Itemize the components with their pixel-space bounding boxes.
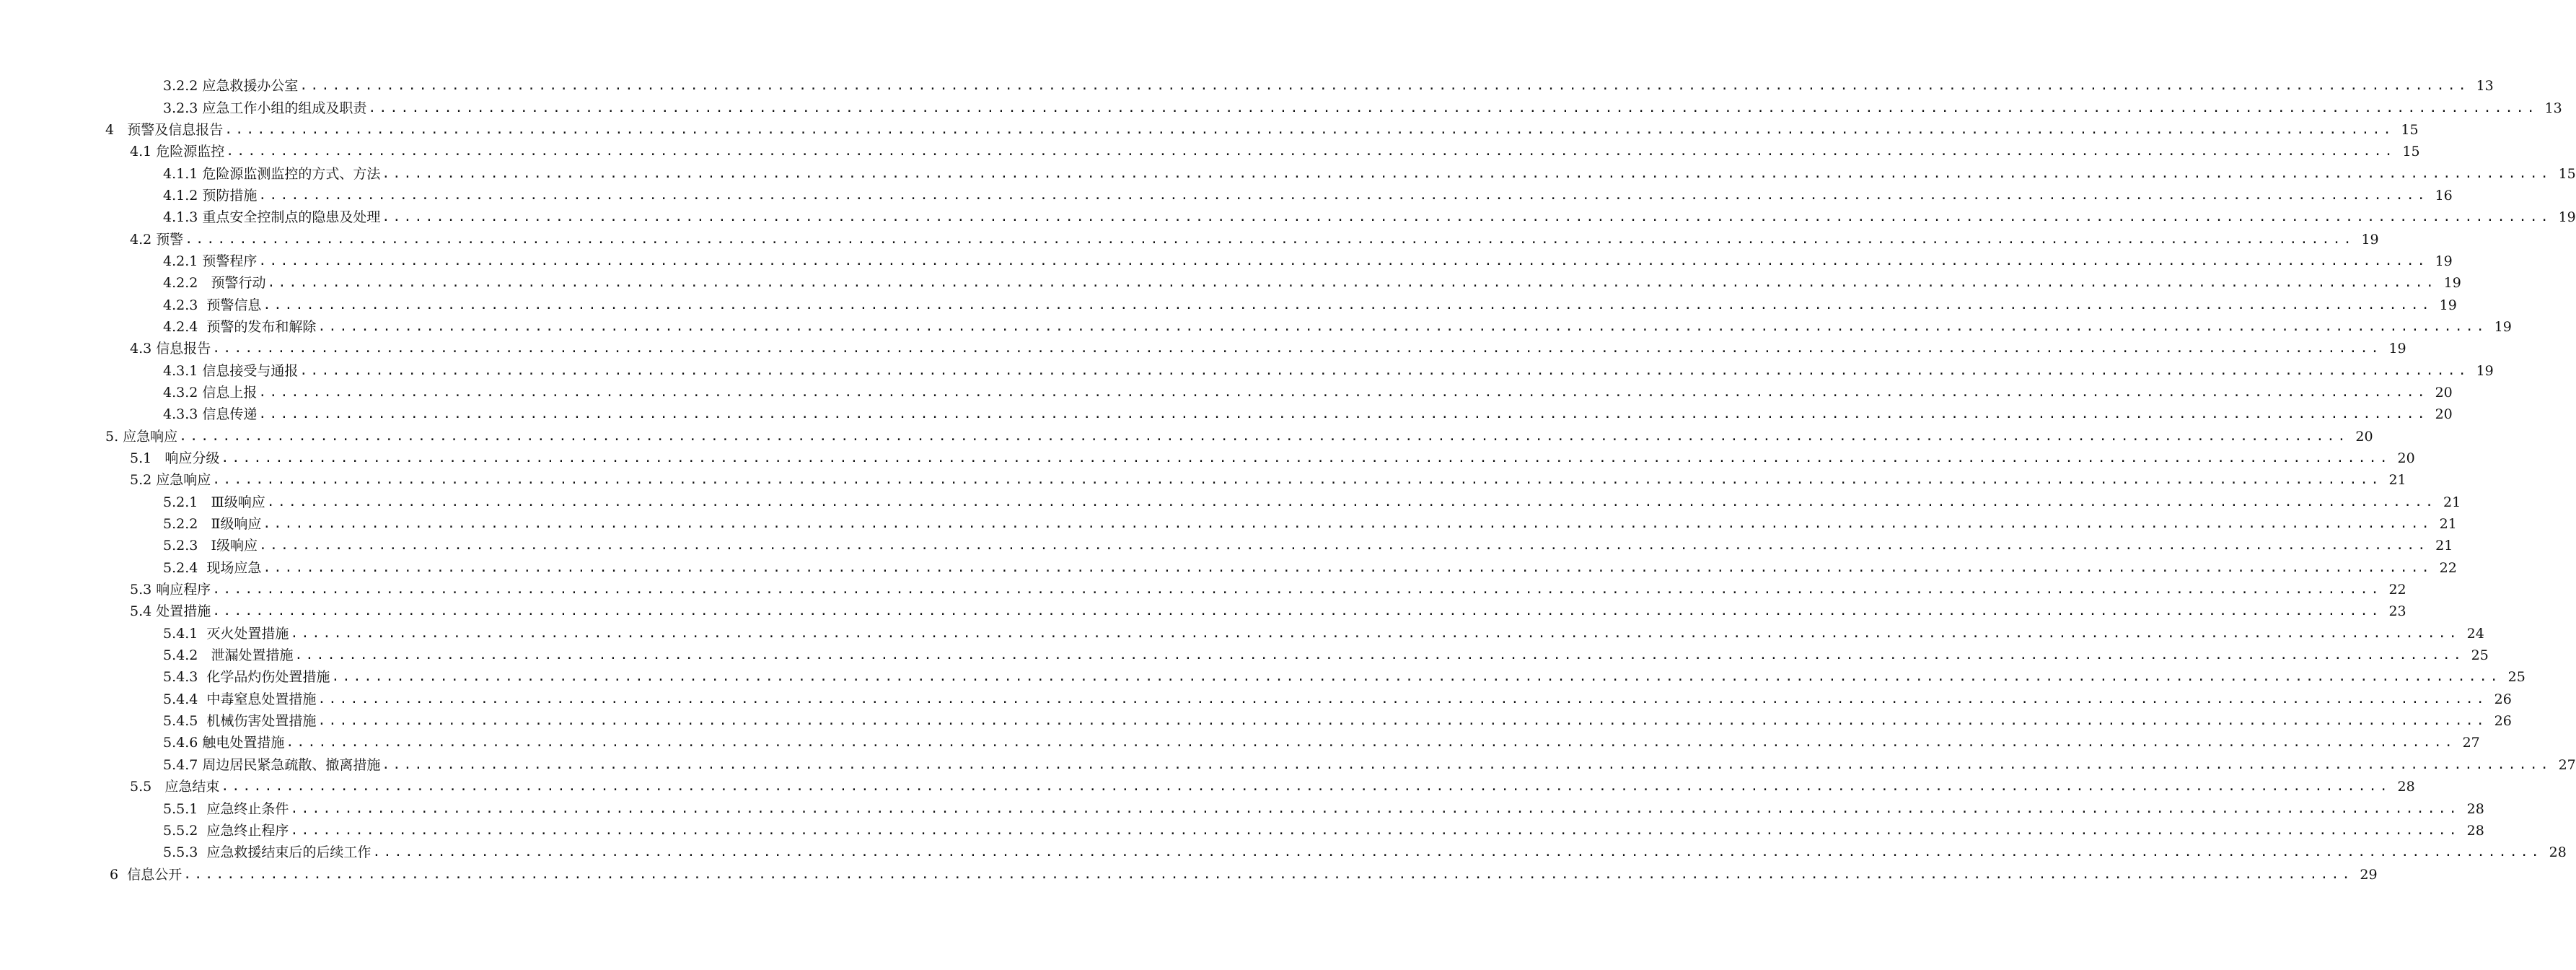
- toc-entry-title: 4 预警及信息报告: [105, 121, 224, 138]
- toc-page-number: 24: [2466, 625, 2484, 642]
- toc-dot-leader: ........................................................................................................................................................................................................: [212, 341, 2382, 357]
- toc-page-number: 21: [2435, 538, 2453, 554]
- toc-entry-title: 5.3 响应程序: [130, 582, 211, 598]
- toc-entry[interactable]: [0, 162, 2576, 184]
- toc-dot-leader: ........................................................................................................................................................................................................: [266, 494, 2437, 510]
- toc-page-number: 22: [2439, 559, 2457, 576]
- toc-dot-leader: ........................................................................................................................................................................................................: [258, 406, 2428, 422]
- toc-dot-leader: ........................................................................................................................................................................................................: [331, 669, 2501, 685]
- toc-entry[interactable]: [0, 863, 2378, 885]
- toc-entry-title: 4.1.1 危险源监测监控的方式、方法: [163, 165, 381, 182]
- toc-dot-leader: ........................................................................................................................................................................................................: [263, 516, 2432, 532]
- toc-entry[interactable]: [0, 623, 2484, 645]
- toc-entry-title: 5.5.2 应急终止程序: [163, 822, 289, 839]
- toc-dot-leader: ........................................................................................................................................................................................................: [372, 844, 2542, 860]
- toc-page-number: 25: [2471, 647, 2489, 664]
- toc-entry-title: 5.2.2 Ⅱ级响应: [163, 516, 262, 533]
- toc-dot-leader: ........................................................................................................................................................................................................: [299, 78, 2469, 94]
- toc-entry-title: 4.1.3 重点安全控制点的隐患及处理: [163, 209, 381, 226]
- toc-entry[interactable]: [0, 732, 2480, 753]
- toc-entry[interactable]: [0, 447, 2415, 469]
- toc-dot-leader: ........................................................................................................................................................................................................: [382, 209, 2551, 225]
- toc-entry[interactable]: [0, 776, 2415, 798]
- toc-entry[interactable]: [0, 820, 2484, 842]
- toc-entry[interactable]: [0, 579, 2406, 600]
- toc-entry[interactable]: [0, 535, 2453, 556]
- toc-dot-leader: ........................................................................................................................................................................................................: [382, 756, 2551, 772]
- toc-entry-title: 5.4.4 中毒窒息处置措施: [163, 691, 317, 707]
- toc-entry-title: 4.2 预警: [130, 231, 184, 248]
- toc-entry-title: 4.3.2 信息上报: [163, 384, 258, 401]
- toc-entry[interactable]: [0, 250, 2453, 272]
- toc-page-number: 26: [2494, 691, 2512, 707]
- toc-dot-leader: ........................................................................................................................................................................................................: [258, 253, 2428, 268]
- toc-dot-leader: ........................................................................................................................................................................................................: [290, 625, 2460, 641]
- toc-page-number: 27: [2558, 756, 2576, 773]
- toc-entry[interactable]: [0, 272, 2461, 294]
- toc-dot-leader: ........................................................................................................................................................................................................: [258, 384, 2428, 400]
- toc-page-number: 28: [2466, 822, 2484, 839]
- toc-entry[interactable]: [0, 294, 2457, 315]
- toc-dot-leader: ........................................................................................................................................................................................................: [221, 779, 2391, 795]
- toc-entry-title: 6 信息公开: [105, 866, 183, 883]
- toc-page-number: 20: [2435, 406, 2453, 423]
- toc-dot-leader: ........................................................................................................................................................................................................: [286, 735, 2456, 751]
- toc-entry[interactable]: [0, 600, 2406, 622]
- toc-page-number: 13: [2476, 78, 2494, 95]
- toc-entry-title: 3.2.2 应急救援办公室: [163, 78, 299, 95]
- toc-entry-title: 5.4.2 泄漏处置措施: [163, 647, 294, 664]
- toc-entry[interactable]: [0, 469, 2406, 491]
- toc-dot-leader: ........................................................................................................................................................................................................: [183, 866, 2353, 882]
- toc-entry[interactable]: [0, 513, 2457, 535]
- toc-page-number: 15: [2401, 121, 2419, 138]
- toc-dot-leader: ........................................................................................................................................................................................................: [382, 165, 2551, 181]
- toc-dot-leader: ........................................................................................................................................................................................................: [179, 428, 2349, 444]
- toc-entry-title: 4.1.2 预防措施: [163, 187, 258, 204]
- toc-page-number: 19: [2476, 362, 2494, 379]
- toc-page-number: 28: [2466, 800, 2484, 817]
- toc-dot-leader: ........................................................................................................................................................................................................: [317, 691, 2487, 707]
- toc-page-number: 27: [2462, 735, 2480, 751]
- toc-entry-title: 5.2.3 Ⅰ级响应: [163, 538, 258, 554]
- toc-page-number: 21: [2439, 516, 2457, 533]
- toc-entry[interactable]: [0, 798, 2484, 819]
- toc-entry[interactable]: [0, 491, 2461, 513]
- toc-entry-title: 5.2.4 现场应急: [163, 559, 262, 576]
- toc-entry-title: 4.2.1 预警程序: [163, 253, 258, 269]
- toc-entry[interactable]: [0, 710, 2512, 732]
- toc-entry-title: 5.1 响应分级: [130, 450, 220, 467]
- toc-page-number: 28: [2397, 779, 2415, 795]
- toc-entry-title: 4.1 危险源监控: [130, 144, 225, 160]
- toc-entry[interactable]: [0, 689, 2512, 710]
- toc-page-number: 13: [2544, 100, 2562, 116]
- toc-dot-leader: ........................................................................................................................................................................................................: [317, 713, 2487, 729]
- toc-entry[interactable]: [0, 119, 2419, 141]
- toc-dot-leader: ........................................................................................................................................................................................................: [212, 472, 2382, 488]
- toc-page-number: 26: [2494, 713, 2512, 730]
- toc-entry-title: 3.2.3 应急工作小组的组成及职责: [163, 100, 367, 116]
- toc-page-number: 19: [2361, 231, 2379, 248]
- toc-dot-leader: ........................................................................................................................................................................................................: [212, 582, 2382, 598]
- toc-page-number: 21: [2443, 494, 2461, 510]
- toc-entry[interactable]: [0, 557, 2457, 579]
- toc-entry-title: 5.4.1 灭火处置措施: [163, 625, 289, 642]
- toc-dot-leader: ........................................................................................................................................................................................................: [212, 603, 2382, 619]
- toc-dot-leader: ........................................................................................................................................................................................................: [267, 275, 2437, 291]
- toc-page-number: 20: [2435, 384, 2453, 401]
- toc-entry[interactable]: [0, 666, 2526, 688]
- toc-entry-title: 5.2 应急响应: [130, 472, 211, 489]
- toc-dot-leader: ........................................................................................................................................................................................................: [290, 822, 2460, 838]
- toc-page-number: 19: [2439, 297, 2457, 313]
- toc-page-number: 28: [2549, 844, 2567, 861]
- toc-entry-title: 5.4.7 周边居民紧急疏散、撤离措施: [163, 756, 381, 773]
- toc-entry-title: 5.4.6 触电处置措施: [163, 735, 285, 751]
- toc-dot-leader: ........................................................................................................................................................................................................: [294, 647, 2464, 663]
- toc-page-number: 15: [2402, 144, 2420, 160]
- toc-entry[interactable]: [0, 141, 2420, 162]
- toc-entry[interactable]: [0, 842, 2567, 863]
- toc-entry[interactable]: [0, 97, 2562, 118]
- toc-dot-leader: ........................................................................................................................................................................................................: [290, 800, 2460, 816]
- toc-entry[interactable]: [0, 228, 2379, 250]
- toc-entry-title: 4.3.1 信息接受与通报: [163, 362, 299, 379]
- toc-entry-title: 5.4.5 机械伤害处置措施: [163, 713, 317, 730]
- toc-entry[interactable]: [0, 316, 2512, 338]
- toc-dot-leader: ........................................................................................................................................................................................................: [221, 450, 2391, 466]
- toc-page-number: 22: [2388, 582, 2406, 598]
- toc-page-number: 20: [2397, 450, 2415, 467]
- toc-dot-leader: ........................................................................................................................................................................................................: [299, 362, 2469, 378]
- toc-entry-title: 4.3.3 信息传递: [163, 406, 258, 423]
- toc-entry[interactable]: [0, 338, 2406, 359]
- toc-dot-leader: ........................................................................................................................................................................................................: [185, 231, 2355, 247]
- toc-page-number: 19: [2388, 341, 2406, 357]
- toc-entry[interactable]: [0, 426, 2373, 447]
- toc-page-number: 20: [2355, 428, 2373, 445]
- toc-entry-title: 5.5 应急结束: [130, 779, 220, 795]
- table-of-contents: [0, 75, 2576, 886]
- toc-page-number: 16: [2435, 187, 2453, 204]
- toc-entry-title: 5.2.1 Ⅲ级响应: [163, 494, 265, 510]
- toc-page-number: 19: [2435, 253, 2453, 269]
- toc-dot-leader: ........................................................................................................................................................................................................: [258, 187, 2428, 203]
- toc-dot-leader: ........................................................................................................................................................................................................: [258, 538, 2429, 554]
- toc-entry[interactable]: [0, 206, 2576, 228]
- toc-entry-title: 5.4.3 化学品灼伤处置措施: [163, 669, 330, 686]
- toc-entry-title: 4.3 信息报告: [130, 341, 211, 357]
- toc-page-number: 19: [2558, 209, 2576, 226]
- toc-page-number: 19: [2494, 318, 2512, 335]
- toc-entry-title: 5.4 处置措施: [130, 603, 211, 620]
- toc-page-number: 15: [2558, 165, 2576, 182]
- toc-entry[interactable]: [0, 645, 2489, 666]
- toc-page-number: 21: [2388, 472, 2406, 489]
- toc-entry-title: 4.2.2 预警行动: [163, 275, 266, 292]
- toc-page-number: 25: [2507, 669, 2526, 686]
- toc-entry-title: 5. 应急响应: [105, 428, 178, 445]
- toc-entry-title: 4.2.3 预警信息: [163, 297, 262, 313]
- toc-dot-leader: ........................................................................................................................................................................................................: [263, 297, 2432, 313]
- toc-page-number: 29: [2360, 866, 2378, 883]
- toc-entry[interactable]: [0, 75, 2494, 97]
- toc-dot-leader: ........................................................................................................................................................................................................: [263, 559, 2432, 575]
- toc-entry-title: 5.5.3 应急救援结束后的后续工作: [163, 844, 372, 861]
- toc-entry[interactable]: [0, 185, 2453, 206]
- toc-dot-leader: ........................................................................................................................................................................................................: [368, 100, 2538, 115]
- toc-entry[interactable]: [0, 359, 2494, 381]
- toc-dot-leader: ........................................................................................................................................................................................................: [224, 121, 2394, 137]
- toc-entry[interactable]: [0, 382, 2453, 403]
- toc-entry-title: 5.5.1 应急终止条件: [163, 800, 289, 817]
- toc-entry-title: 4.2.4 预警的发布和解除: [163, 318, 317, 335]
- toc-entry[interactable]: [0, 403, 2453, 425]
- toc-page-number: 19: [2443, 275, 2461, 292]
- toc-entry[interactable]: [0, 754, 2576, 776]
- toc-dot-leader: ........................................................................................................................................................................................................: [226, 144, 2396, 160]
- toc-page-number: 23: [2388, 603, 2406, 620]
- toc-dot-leader: ........................................................................................................................................................................................................: [317, 318, 2487, 334]
